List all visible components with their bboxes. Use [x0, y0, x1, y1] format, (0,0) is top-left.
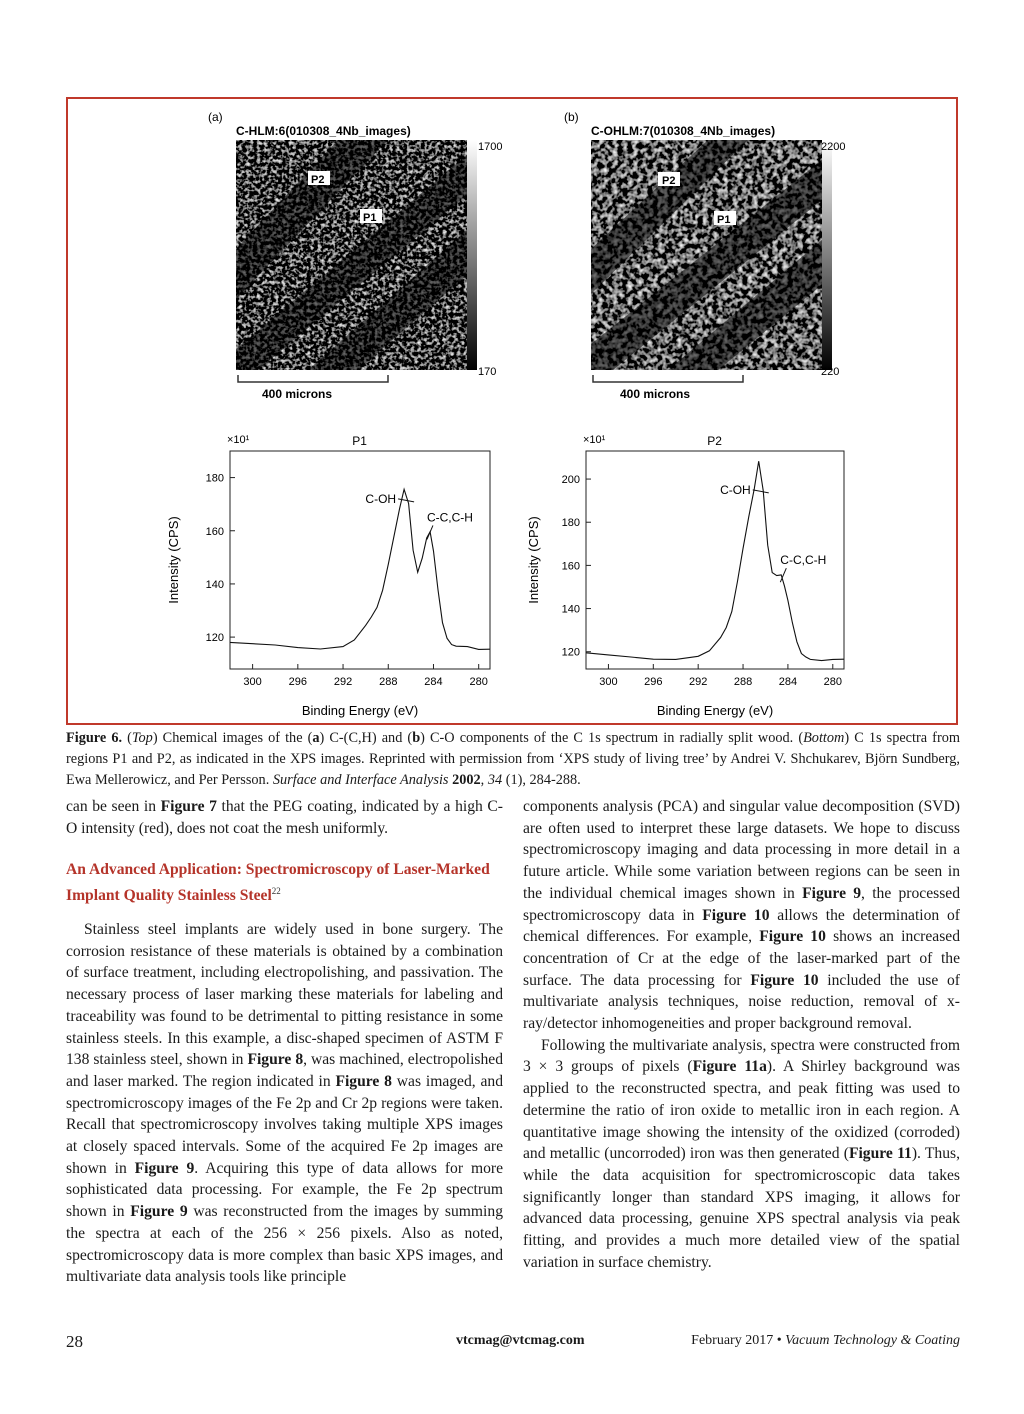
chemical-image-b: [564, 110, 845, 401]
axis-multiplier: ×10¹: [583, 434, 606, 446]
caption-text: ) C 1s spectra from regions P1 and P2, as indicated in the XPS images. Reprinted with permission from ‘XPS study of living tree’ by Andrei V. Shchukarev, Björn Sundberg, Ewa Mellerowicz, and Per Persson.: [66, 730, 960, 788]
scale-bar-b: [822, 140, 832, 370]
figure-ref: Figure 8: [335, 1072, 392, 1090]
caption-a: a: [312, 730, 320, 746]
caption-top: Top: [131, 730, 153, 746]
figure-ref: Figure 10: [702, 906, 770, 924]
footer-date: February 2017: [691, 1333, 774, 1348]
y-tick-label: 140: [561, 603, 580, 616]
section-heading: An Advanced Application: Spectromicroscopy of Laser-Marked Implant Quality Stainless Steel$^{22}$: [66, 861, 490, 905]
y-tick-label: 140: [205, 578, 224, 591]
annotation-arrow: [398, 499, 414, 502]
region-label-p2-a: P2: [311, 174, 325, 186]
caption-label: Figure 6.: [66, 730, 123, 746]
x-tick-label: 288: [733, 676, 753, 688]
y-tick-label: 160: [561, 560, 580, 573]
footer-magazine: Vacuum Technology & Coating: [785, 1333, 960, 1348]
y-tick-label: 180: [561, 517, 580, 530]
panel-a-letter: (a): [208, 110, 223, 124]
annotation-label: C-C,C-H: [426, 510, 473, 525]
region-label-p1-a: P1: [363, 212, 377, 224]
figure-ref: Figure 9: [130, 1203, 188, 1221]
right-column: [523, 796, 960, 1273]
region-label-p2-b: P2: [662, 175, 676, 187]
annotation-label: C-OH: [365, 491, 397, 506]
figure-ref: Figure 10: [750, 971, 819, 989]
panel-b-letter: (b): [564, 110, 579, 124]
y-tick-label: 200: [561, 474, 580, 487]
x-axis-label: Binding Energy (eV): [656, 703, 774, 718]
footer-publication: [691, 1333, 960, 1349]
page-footer: [66, 1332, 960, 1352]
x-tick-label: 280: [823, 676, 842, 688]
footer-email: vtcmag@vtcmag.com: [456, 1333, 585, 1348]
region-label-p1-b: P1: [717, 214, 731, 226]
figure-ref: Figure 11: [848, 1145, 912, 1163]
y-tick-label: 180: [205, 472, 224, 485]
axis-multiplier: ×10¹: [227, 434, 250, 446]
x-tick-label: 280: [469, 676, 488, 688]
x-tick-label: 284: [424, 676, 443, 688]
figure-ref: Figure 7: [160, 798, 217, 815]
page-number: 28: [66, 1332, 83, 1351]
figure-ref: Figure 9: [134, 1159, 195, 1177]
x-tick-label: 300: [243, 676, 262, 688]
figure-ref: Figure 10: [759, 928, 826, 946]
figure-6-graphic: [68, 99, 960, 727]
scalebar-label-b: 400 microns: [620, 387, 691, 401]
annotation-arrow: [753, 490, 769, 493]
paragraph: components analysis (PCA) and singular value decomposition (SVD) are often used to interpret these large datasets. We hope to discuss spectromicroscopy imaging and data processing in more detail in a future article. While some variation between regions can be seen in the individual chemical images shown in Figure 9, the processed spectromicroscopy data in Figure 10 allows the determination of chemical differences. For example, Figure 10 shows an increased concentration of Cr at the edge of the laser-marked part of the surface. The data processing for Figure 10 included the use of multivariate analysis techniques, noise reduction, removal of x-ray/detector inhomogeneities and proper background removal.: [523, 798, 960, 1033]
x-tick-label: 292: [333, 676, 353, 688]
annotation-label: C-C,C-H: [780, 553, 827, 568]
caption-text: ) C-(C,H) and (: [319, 730, 413, 746]
x-tick-label: 296: [288, 676, 308, 688]
chart-title: P2: [707, 434, 722, 448]
y-axis-label: Intensity (CPS): [526, 516, 541, 604]
figure-6: [66, 97, 958, 725]
scalebar-label-a: 400 microns: [262, 387, 333, 401]
scale-max-b: 2200: [821, 141, 846, 153]
caption-text: ) C-O components of the C 1s spectrum in radially split wood. (: [420, 730, 804, 746]
spectra-charts: [166, 434, 844, 718]
caption-bottom: Bottom: [803, 730, 845, 746]
chart-title: P1: [352, 434, 367, 448]
caption-b: b: [412, 730, 421, 746]
paragraph: can be seen in Figure 7 that the PEG coating, indicated by a high C-O intensity (red), does not coat the mesh uniformly.: [66, 798, 503, 837]
scale-max-a: 1700: [478, 141, 503, 153]
x-tick-label: 288: [379, 676, 398, 688]
y-axis-label: Intensity (CPS): [166, 516, 181, 604]
figure-ref: Figure 11a: [692, 1058, 767, 1076]
scale-bar-a: [467, 140, 477, 370]
y-tick-label: 120: [561, 646, 580, 659]
figure-ref: Figure 9: [802, 884, 862, 902]
caption-pages: (1), 284-288.: [502, 772, 581, 788]
caption-journal: Surface and Interface Analysis: [272, 772, 449, 788]
scalebar-line-b: [593, 375, 743, 382]
caption-text: ) Chemical images of the (: [152, 730, 313, 746]
y-tick-label: 160: [205, 525, 224, 538]
panel-b-title: C-OHLM:7(010308_4Nb_images): [591, 124, 776, 138]
reference-number: 22: [271, 886, 281, 897]
x-tick-label: 300: [599, 676, 618, 688]
figure-ref: Figure 8: [247, 1051, 304, 1069]
annotation-label: C-OH: [720, 482, 751, 497]
caption-text: (: [122, 730, 132, 746]
chemical-image-a: [208, 110, 502, 401]
footer-bullet: •: [776, 1333, 782, 1348]
scale-min-a: 170: [478, 366, 497, 378]
paragraph: Following the multivariate analysis, spectra were constructed from 3 × 3 groups of pixels (Figure 11a). A Shirley background was applied to the reconstructed spectra, and peak fitting was used to determine the ratio of iron oxide to metallic iron in each region. A quantitative image showing the intensity of the oxidized (corroded) and metallic (uncorroded) iron was then generated (Figure 11). Thus, while the data acquisition for spectromicroscopic data takes significantly longer than standard XPS imaging, it allows for advanced data processing, genuine XPS spectral analysis via peak fitting, and provides a much more detailed view of the spatial variation in surface chemistry.: [523, 1036, 960, 1271]
left-column: [66, 796, 503, 1288]
x-tick-label: 284: [778, 676, 798, 688]
caption-volume: 34: [487, 772, 503, 788]
panel-a-title: C-HLM:6(010308_4Nb_images): [236, 124, 411, 138]
scalebar-line-a: [238, 375, 388, 382]
x-axis-label: Binding Energy (eV): [301, 703, 419, 718]
x-tick-label: 296: [644, 676, 663, 688]
x-tick-label: 292: [688, 676, 708, 688]
plot-frame: [230, 451, 490, 669]
caption-year: 2002: [452, 772, 481, 788]
figure-caption: Figure 6. (Top) Chemical images of the (a) C-(C,H) and (b) C-O components of the C 1s spectrum in radially split wood. (Bottom) C 1s spectra from regions P1 and P2, as indicated in the XPS images. Reprinted with permission from ‘XPS study of living tree’ by Andrei V. Shchukarev, Björn Sundberg, Ewa Mellerowicz, and Per Persson. Surface and Interface Analysis 2002, 34 (1), 284-288.: [66, 730, 960, 788]
y-tick-label: 120: [205, 632, 224, 645]
annotation-arrow: [427, 525, 433, 539]
paragraph: Stainless steel implants are widely used in bone surgery. The corrosion resistance of these materials is obtained by a combination of surface treatment, including electropolishing, and passivation. The necessary process of laser marking these materials for labeling and traceability was found to be detrimental to pitting resistance in some stainless steels. In this example, a disc-shaped specimen of ASTM F 138 stainless steel, shown in Figure 8, was machined, electropolished and laser marked. The region indicated in Figure 8 was imaged, and spectromicroscopy images of the Fe 2p and Cr 2p regions were taken. Recall that spectromicroscopy involves taking multiple XPS images at closely spaced intervals. Some of the acquired Fe 2p images are shown in Figure 9. Acquiring this type of data allows for more sophisticated data processing. For example, the Fe 2p spectrum shown in Figure 9 was reconstructed from the images by summing the spectra at each of the 256 × 256 pixels. Also as noted, spectromicroscopy data is more complex than basic XPS images, and multivariate data analysis tools like principle: [66, 921, 503, 1286]
scale-min-b: 220: [821, 366, 840, 378]
